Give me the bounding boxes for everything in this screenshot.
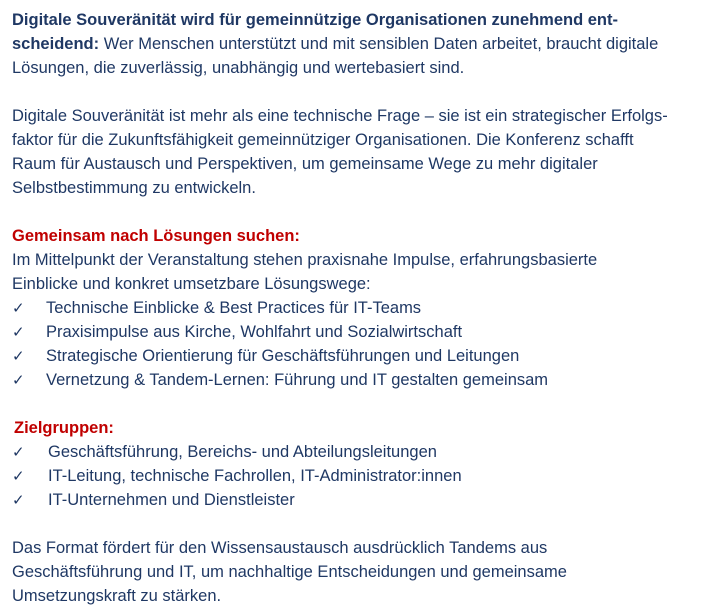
solutions-list-item <box>12 296 712 320</box>
checkmark-icon: ✓ <box>12 491 25 509</box>
audience-item-label: Geschäftsführung, Bereichs- und Abteilungsleitungen <box>48 443 437 461</box>
checkmark-icon: ✓ <box>12 467 25 485</box>
document-page <box>12 0 712 608</box>
solutions-heading: Gemeinsam nach Lösungen suchen: <box>12 227 300 245</box>
solutions-item-label: Technische Einblicke & Best Practices für IT-Teams <box>46 299 422 317</box>
audience-item-label: IT-Unternehmen und Dienstleister <box>48 491 295 509</box>
checkmark-icon: ✓ <box>12 323 25 341</box>
checkmark-icon: ✓ <box>12 443 25 461</box>
checkmark-icon: ✓ <box>12 347 25 365</box>
intro-line-1: Digitale Souveränität wird für gemeinnützige Organisationen zunehmend ent- <box>12 11 618 29</box>
solutions-item-label: Vernetzung & Tandem-Lernen: Führung und IT gestalten gemeinsam <box>46 371 549 389</box>
solutions-list-item <box>12 320 712 344</box>
audience-list-item <box>12 488 712 512</box>
intro-line-3: Lösungen, die zuverlässig, unabhängig und wertebasiert sind. <box>12 59 465 77</box>
audience-heading: Zielgruppen: <box>14 419 114 437</box>
closing-line-2: Geschäftsführung und IT, um nachhaltige Entscheidungen und gemeinsame <box>12 563 567 581</box>
closing-line-3: Umsetzungskraft zu stärken. <box>12 587 222 605</box>
closing-line-1: Das Format fördert für den Wissensaustausch ausdrücklich Tandems aus <box>12 539 548 557</box>
checkmark-icon: ✓ <box>12 371 25 389</box>
solutions-list-item <box>12 368 712 392</box>
intro-line-2-rest: Wer Menschen unterstützt und mit sensiblen Daten arbeitet, braucht digitale <box>99 35 659 53</box>
solutions-item-label: Praxisimpulse aus Kirche, Wohlfahrt und Sozialwirtschaft <box>46 323 463 341</box>
audience-list-item <box>12 440 712 464</box>
paragraph2-line-3: Raum für Austausch und Perspektiven, um gemeinsame Wege zu mehr digitaler <box>12 155 598 173</box>
paragraph2-line-4: Selbstbestimmung zu entwickeln. <box>12 179 256 197</box>
intro-line-2-bold: scheidend: <box>12 35 100 53</box>
solutions-item-label: Strategische Orientierung für Geschäftsführungen und Leitungen <box>46 347 520 365</box>
audience-list-item <box>12 464 712 488</box>
solutions-intro-line-1: Im Mittelpunkt der Veranstaltung stehen praxisnahe Impulse, erfahrungsbasierte <box>12 251 598 269</box>
solutions-intro-line-2: Einblicke und konkret umsetzbare Lösungswege: <box>12 275 371 293</box>
intro-line-2 <box>12 32 712 56</box>
audience-item-label: IT-Leitung, technische Fachrollen, IT-Administrator:innen <box>48 467 462 485</box>
solutions-list-item <box>12 344 712 368</box>
paragraph2-line-1: Digitale Souveränität ist mehr als eine technische Frage – sie ist ein strategischer Erfolgs- <box>12 107 668 125</box>
paragraph2-line-2: faktor für die Zukunftsfähigkeit gemeinnütziger Organisationen. Die Konferenz schafft <box>12 131 634 149</box>
checkmark-icon: ✓ <box>12 299 25 317</box>
